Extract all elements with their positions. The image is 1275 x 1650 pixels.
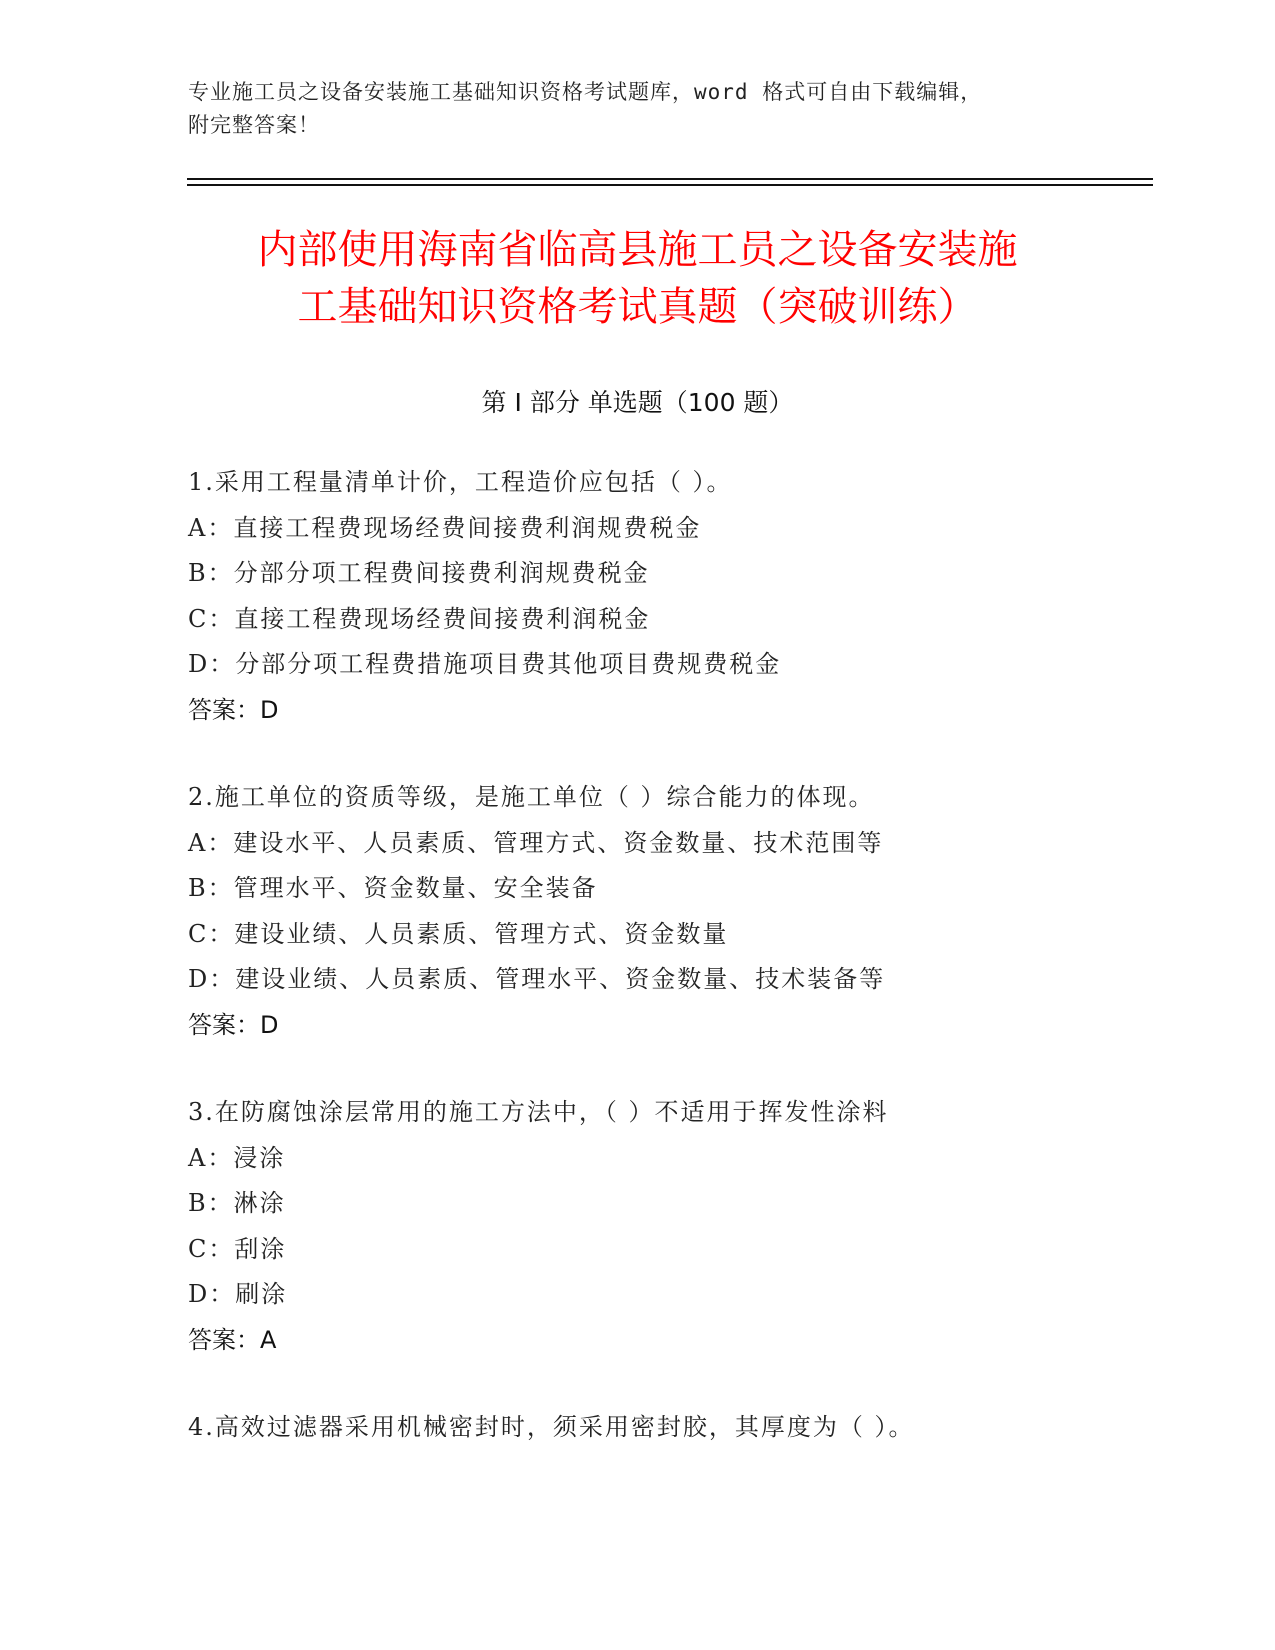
answer: 答案：D — [188, 1010, 279, 1039]
divider-bottom — [187, 184, 1153, 186]
question-2 — [188, 775, 1148, 1048]
question-3 — [188, 1090, 1148, 1363]
option-d: D：分部分项工程费措施项目费其他项目费规费税金 — [188, 650, 782, 678]
question-4 — [188, 1405, 1148, 1451]
question-stem: 2.施工单位的资质等级，是施工单位（ ）综合能力的体现。 — [188, 783, 875, 811]
option-b: B：管理水平、资金数量、安全装备 — [188, 874, 598, 902]
question-stem: 3.在防腐蚀涂层常用的施工方法中，（ ）不适用于挥发性涂料 — [188, 1098, 889, 1126]
header-note — [188, 76, 1068, 142]
option-c: C：刮涂 — [188, 1234, 287, 1263]
document-title-line-2: 工基础知识资格考试真题（突破训练） — [297, 284, 978, 330]
section-title: 第 I 部分 单选题（100 题） — [481, 388, 794, 417]
answer: 答案：A — [188, 1325, 277, 1354]
header-note-line-1: 专业施工员之设备安装施工基础知识资格考试题库，word 格式可自由下载编辑， — [188, 80, 983, 104]
option-a: A：建设水平、人员素质、管理方式、资金数量、技术范围等 — [188, 828, 884, 857]
question-stem: 1.采用工程量清单计价，工程造价应包括（ ）。 — [188, 468, 733, 496]
document-title — [0, 222, 1275, 336]
question-stem: 4.高效过滤器采用机械密封时，须采用密封胶，其厚度为（ ）。 — [188, 1413, 915, 1441]
document-title-line-1: 内部使用海南省临高县施工员之设备安装施 — [257, 227, 1018, 273]
option-c: C：建设业绩、人员素质、管理方式、资金数量 — [188, 919, 729, 948]
divider-top — [187, 178, 1153, 180]
option-c: C：直接工程费现场经费间接费利润税金 — [188, 604, 651, 633]
header-note-line-2: 附完整答案！ — [188, 113, 320, 137]
option-b: B：淋涂 — [188, 1189, 286, 1217]
option-d: D：建设业绩、人员素质、管理水平、资金数量、技术装备等 — [188, 965, 886, 993]
question-1 — [188, 460, 1148, 733]
option-a: A：浸涂 — [188, 1143, 286, 1172]
option-b: B：分部分项工程费间接费利润规费税金 — [188, 559, 650, 587]
option-a: A：直接工程费现场经费间接费利润规费税金 — [188, 513, 702, 542]
option-d: D：刷涂 — [188, 1280, 288, 1308]
answer: 答案：D — [188, 695, 279, 724]
